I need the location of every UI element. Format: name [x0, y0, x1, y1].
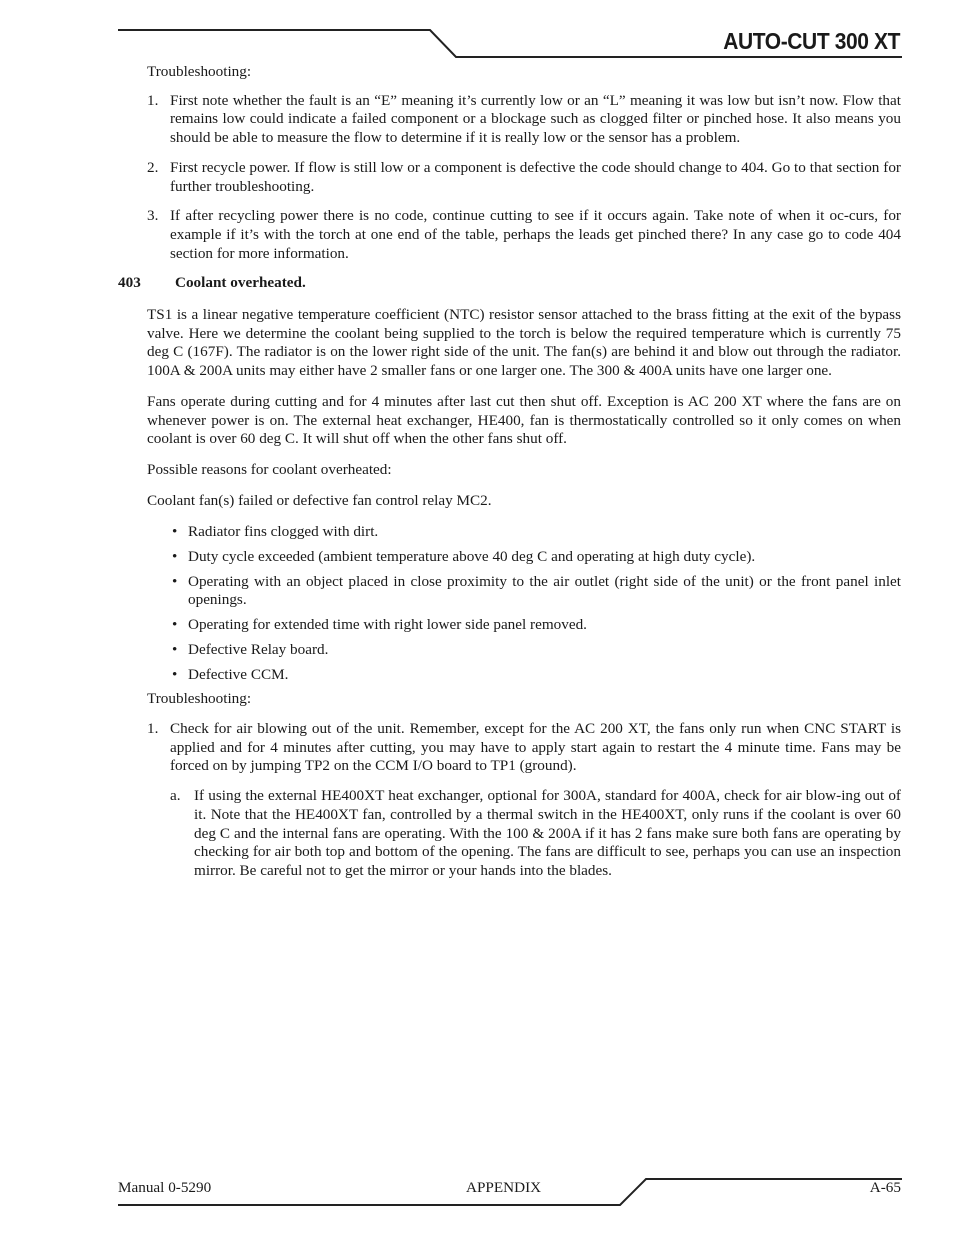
- bullet-icon: •: [172, 572, 178, 590]
- bullet-text: Defective CCM.: [188, 665, 289, 683]
- section-paragraph-1: TS1 is a linear negative temperature coefficient (NTC) resistor sensor attached to the brass fitting at the exit of the bypass valve. Here we determine the coolant being supplied to the torch is below the required temperature which is currently 75 deg C (167F). The radiator is on the lower right side of the unit. The fan(s) are behind it and blow out through the radiator. 100A & 200A units may either have 2 smaller fans or one larger one. The 300 & 400A units have one larger one.: [147, 306, 901, 380]
- substep-letter: a.: [170, 787, 181, 805]
- bullet-text: Duty cycle exceeded (ambient temperature above 40 deg C and operating at high duty cycle).: [188, 548, 756, 566]
- bullet-icon: •: [172, 616, 178, 634]
- reasons-label: Possible reasons for coolant overheated:: [147, 460, 392, 478]
- intro-step-2: [118, 159, 901, 196]
- section-troubleshooting-label: Troubleshooting:: [147, 690, 252, 708]
- step-number: 3.: [147, 207, 159, 225]
- bullet-text: Defective Relay board.: [188, 640, 329, 658]
- footer-section-name: APPENDIX: [466, 1179, 542, 1196]
- bullet-icon: •: [172, 523, 178, 541]
- fault-code: 403: [118, 274, 141, 292]
- step-text: If after recycling power there is no code, continue cutting to see if it occurs again. Take note of when it oc-curs, for example if it’s with the torch at one end of the table, perhaps the leads get pinched there? In any case go to code 404 section for more information.: [170, 207, 901, 262]
- bullet-text: Operating with an object placed in close proximity to the air outlet (right side of the unit) or the front panel inlet openings.: [188, 572, 901, 609]
- bullet-item: [118, 548, 901, 567]
- step-number: 1.: [147, 719, 159, 737]
- bullet-text: Operating for extended time with right lower side panel removed.: [188, 616, 587, 634]
- section-heading: [118, 274, 901, 293]
- step-text: First note whether the fault is an “E” meaning it’s currently low or an “L” meaning it was low but isn’t now. Flow that remains low could indicate a failed component or a blockage such as clogged filter or pinched hose. It also means you should be able to measure the flow to determine if it is really low or the sensor has a problem.: [170, 91, 901, 147]
- section-step-1a: [118, 787, 901, 881]
- section-title: Coolant overheated.: [175, 274, 306, 292]
- bullet-icon: •: [172, 548, 178, 566]
- substep-text: If using the external HE400XT heat exchanger, optional for 300A, standard for 400A, check for air blow-ing out of it. Note that the HE400XT fan, controlled by a thermal switch in the HE400XT, only runs if the coolant is over 60 deg C and the internal fans are operating. With the 100 & 200A if it has 2 fans make sure both fans are operating by checking for air both top and bottom of the opening. The fans are difficult to see, perhaps you can use an inspection mirror. Be careful not to get the mirror or your hands into the blades.: [194, 787, 901, 879]
- bullet-text: Radiator fins clogged with dirt.: [188, 523, 379, 541]
- intro-troubleshooting-label: Troubleshooting:: [147, 63, 252, 80]
- bullet-item: [118, 641, 901, 660]
- intro-step-3: [118, 207, 901, 263]
- page-body: [118, 63, 901, 881]
- section-step-1: [118, 720, 901, 776]
- bullet-item: [118, 573, 901, 610]
- bullet-item: [118, 616, 901, 635]
- bullet-icon: •: [172, 665, 178, 683]
- intro-step-1: [118, 92, 901, 148]
- footer-manual-number: Manual 0-5290: [118, 1179, 212, 1196]
- document-title: AUTO-CUT 300 XT: [723, 28, 900, 55]
- bullet-item: [118, 523, 901, 542]
- step-text: First recycle power. If flow is still low or a component is defective the code should change to 404. Go to that section for further troubleshooting.: [170, 158, 901, 195]
- step-number: 1.: [147, 91, 159, 109]
- section-paragraph-2: Fans operate during cutting and for 4 minutes after last cut then shut off. Exception is AC 200 XT where the fans are on whenever power is on. The external heat exchanger, HE400, fan is thermostatically controlled so it only comes on when coolant is over 60 deg C. It will shut off when the other fans shut off.: [147, 392, 901, 448]
- bullet-icon: •: [172, 640, 178, 658]
- bullet-item: [118, 666, 901, 685]
- footer-page-number: A-65: [869, 1179, 901, 1196]
- reason-intro: Coolant fan(s) failed or defective fan control relay MC2.: [147, 491, 492, 509]
- step-number: 2.: [147, 158, 159, 176]
- step-text: Check for air blowing out of the unit. Remember, except for the AC 200 XT, the fans only run when CNC START is applied and for 4 minutes after cutting, you may have to apply start again to restart the 4 minute time. Fans may be forced on by jumping TP2 on the CCM I/O board to TP1 (ground).: [170, 719, 901, 775]
